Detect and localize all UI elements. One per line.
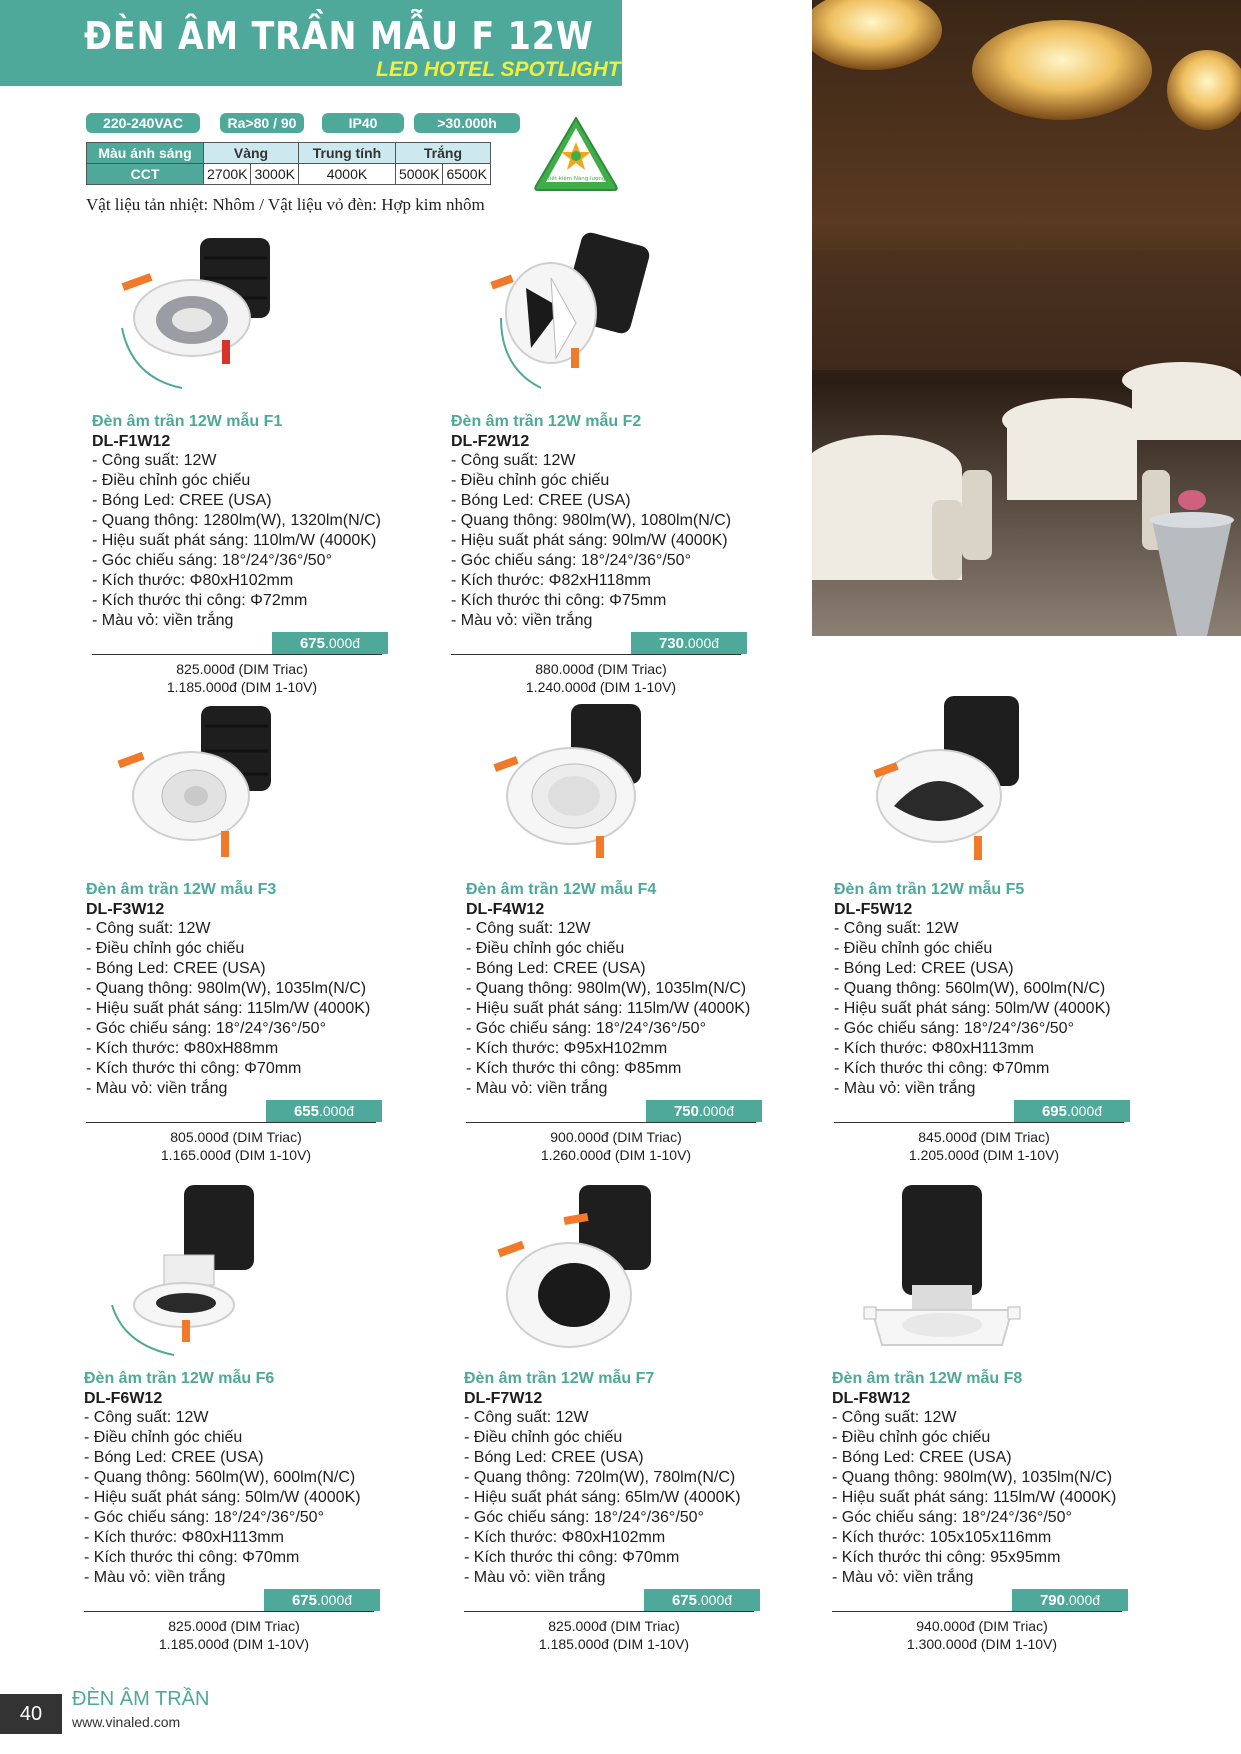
product-code: DL-F8W12: [832, 1390, 911, 1407]
price-row: [832, 1588, 1192, 1614]
spec-item: - Hiệu suất phát sáng: 50lm/W (4000K): [834, 1000, 1111, 1017]
product-card-f7: [464, 1185, 824, 1653]
page-title: ĐÈN ÂM TRẦN MẪU F 12W: [84, 14, 594, 58]
page-number: 40: [0, 1694, 62, 1734]
cct-group-warm: Vàng: [204, 143, 299, 164]
spec-pill-voltage: 220-240VAC: [86, 113, 200, 133]
product-card-f1: [92, 228, 452, 696]
product-card-f8: [832, 1185, 1192, 1653]
cct-value: 2700K: [204, 164, 251, 185]
badge-text: Tiết kiệm Năng lượng: [546, 176, 606, 182]
spec-item: - Kích thước: Φ80xH88mm: [86, 1040, 279, 1057]
product-name: Đèn âm trần 12W mẫu F7: [464, 1370, 655, 1387]
spec-item: - Hiệu suất phát sáng: 115lm/W (4000K): [86, 1000, 371, 1017]
price-divider: [86, 1122, 376, 1123]
spec-item: - Góc chiếu sáng: 18°/24°/36°/50°: [832, 1509, 1072, 1526]
spec-item: - Công suất: 12W: [92, 452, 217, 469]
spec-item: - Quang thông: 720lm(W), 780lm(N/C): [464, 1469, 736, 1486]
product-spec-list: [464, 1408, 824, 1588]
price-divider: [84, 1611, 374, 1612]
product-spec-list: [84, 1408, 444, 1588]
spec-item: - Bóng Led: CREE (USA): [834, 960, 1014, 977]
spec-item: - Kích thước thi công: Φ70mm: [84, 1549, 300, 1566]
alt-price-triac: 825.000đ (DIM Triac): [176, 661, 308, 677]
cct-group-neutral: Trung tính: [298, 143, 395, 164]
cct-value: 6500K: [443, 164, 490, 185]
spec-item: - Màu vỏ: viền trắng: [84, 1569, 226, 1586]
spec-item: - Hiệu suất phát sáng: 115lm/W (4000K): [832, 1489, 1117, 1506]
spec-item: - Màu vỏ: viền trắng: [834, 1080, 976, 1097]
price-tag: 655.000đ: [266, 1100, 382, 1122]
footer-section-title: ĐÈN ÂM TRẦN: [72, 1688, 210, 1710]
spec-item: - Kích thước thi công: Φ72mm: [92, 592, 308, 609]
product-spec-list: [466, 919, 826, 1099]
spec-item: - Công suất: 12W: [466, 920, 591, 937]
page-subtitle: LED HOTEL SPOTLIGHT: [376, 58, 621, 81]
spec-item: - Bóng Led: CREE (USA): [92, 492, 272, 509]
product-image-f1: [112, 228, 312, 408]
spec-item: - Góc chiếu sáng: 18°/24°/36°/50°: [451, 552, 691, 569]
price-divider: [92, 654, 382, 655]
spec-pill-lifetime: >30.000h: [414, 113, 520, 133]
spec-item: - Công suất: 12W: [464, 1409, 589, 1426]
spec-item: - Góc chiếu sáng: 18°/24°/36°/50°: [466, 1020, 706, 1037]
product-code: DL-F4W12: [466, 901, 545, 918]
spec-item: - Kích thước thi công: Φ70mm: [86, 1060, 302, 1077]
spec-item: - Công suất: 12W: [84, 1409, 209, 1426]
alt-price-dim: 1.205.000đ (DIM 1-10V): [908, 1147, 1060, 1163]
product-name: Đèn âm trần 12W mẫu F6: [84, 1370, 275, 1387]
price-tag: 790.000đ: [1012, 1589, 1128, 1611]
spec-item: - Bóng Led: CREE (USA): [464, 1449, 644, 1466]
spec-item: - Hiệu suất phát sáng: 115lm/W (4000K): [466, 1000, 751, 1017]
alt-price-triac: 825.000đ (DIM Triac): [548, 1618, 680, 1634]
product-name: Đèn âm trần 12W mẫu F4: [466, 881, 657, 898]
price-tag: 695.000đ: [1014, 1100, 1130, 1122]
alt-price-triac: 805.000đ (DIM Triac): [170, 1129, 302, 1145]
product-name: Đèn âm trần 12W mẫu F2: [451, 413, 642, 430]
cct-value: 3000K: [251, 164, 298, 185]
spec-item: - Điều chỉnh góc chiếu: [832, 1429, 991, 1446]
product-card-f3: [86, 696, 446, 1164]
spec-item: - Quang thông: 980lm(W), 1035lm(N/C): [86, 980, 367, 997]
spec-item: - Quang thông: 980lm(W), 1080lm(N/C): [451, 512, 732, 529]
price-divider: [464, 1611, 754, 1612]
spec-item: - Công suất: 12W: [451, 452, 576, 469]
spec-item: - Điều chỉnh góc chiếu: [834, 940, 993, 957]
spec-item: - Màu vỏ: viền trắng: [832, 1569, 974, 1586]
product-name: Đèn âm trần 12W mẫu F1: [92, 413, 283, 430]
footer-url[interactable]: www.vinaled.com: [72, 1714, 181, 1730]
spec-item: - Góc chiếu sáng: 18°/24°/36°/50°: [92, 552, 332, 569]
alt-price-dim: 1.165.000đ (DIM 1-10V): [160, 1147, 312, 1163]
spec-item: - Công suất: 12W: [834, 920, 959, 937]
spec-item: - Kích thước: Φ95xH102mm: [466, 1040, 668, 1057]
product-name: Đèn âm trần 12W mẫu F8: [832, 1370, 1023, 1387]
spec-item: - Kích thước: Φ80xH102mm: [92, 572, 294, 589]
product-name: Đèn âm trần 12W mẫu F3: [86, 881, 277, 898]
spec-item: - Màu vỏ: viền trắng: [464, 1569, 606, 1586]
spec-item: - Góc chiếu sáng: 18°/24°/36°/50°: [84, 1509, 324, 1526]
cct-value: 5000K: [395, 164, 442, 185]
spec-item: - Công suất: 12W: [832, 1409, 957, 1426]
spec-item: - Điều chỉnh góc chiếu: [464, 1429, 623, 1446]
product-image-f3: [106, 696, 306, 876]
cct-group-cool: Trắng: [395, 143, 490, 164]
spec-item: - Kích thước thi công: 95x95mm: [832, 1549, 1061, 1566]
spec-item: - Bóng Led: CREE (USA): [86, 960, 266, 977]
cct-row-label-cct: CCT: [87, 164, 204, 185]
spec-item: - Điều chỉnh góc chiếu: [84, 1429, 243, 1446]
price-row: [466, 1099, 826, 1125]
product-code: DL-F5W12: [834, 901, 913, 918]
spec-item: - Góc chiếu sáng: 18°/24°/36°/50°: [834, 1020, 1074, 1037]
spec-item: - Kích thước thi công: Φ70mm: [834, 1060, 1050, 1077]
price-divider: [451, 654, 741, 655]
alt-price-triac: 900.000đ (DIM Triac): [550, 1129, 682, 1145]
spec-item: - Điều chỉnh góc chiếu: [92, 472, 251, 489]
price-divider: [834, 1122, 1124, 1123]
spec-item: - Quang thông: 980lm(W), 1035lm(N/C): [832, 1469, 1113, 1486]
spec-item: - Kích thước thi công: Φ70mm: [464, 1549, 680, 1566]
spec-item: - Màu vỏ: viền trắng: [451, 612, 593, 629]
price-tag: 675.000đ: [272, 632, 388, 654]
product-code: DL-F7W12: [464, 1390, 543, 1407]
alt-price-triac: 940.000đ (DIM Triac): [916, 1618, 1048, 1634]
cct-row-label-color: Màu ánh sáng: [87, 143, 204, 164]
spec-item: - Màu vỏ: viền trắng: [466, 1080, 608, 1097]
spec-item: - Kích thước thi công: Φ75mm: [451, 592, 667, 609]
spec-item: - Màu vỏ: viền trắng: [92, 612, 234, 629]
material-note: Vật liệu tản nhiệt: Nhôm / Vật liệu vỏ đèn: Hợp kim nhôm: [86, 195, 485, 214]
spec-item: - Quang thông: 560lm(W), 600lm(N/C): [84, 1469, 356, 1486]
product-image-f4: [486, 696, 686, 876]
spec-item: - Bóng Led: CREE (USA): [466, 960, 646, 977]
product-spec-list: [832, 1408, 1192, 1588]
price-row: [834, 1099, 1194, 1125]
product-image-f7: [484, 1185, 684, 1365]
product-spec-list: [451, 451, 811, 631]
spec-item: - Quang thông: 980lm(W), 1035lm(N/C): [466, 980, 747, 997]
price-tag: 675.000đ: [644, 1589, 760, 1611]
product-card-f4: [466, 696, 826, 1164]
spec-item: - Kích thước: Φ80xH113mm: [834, 1040, 1034, 1057]
price-row: [451, 631, 811, 657]
alt-price-dim: 1.185.000đ (DIM 1-10V): [538, 1636, 690, 1652]
spec-item: - Điều chỉnh góc chiếu: [451, 472, 610, 489]
alt-price-dim: 1.185.000đ (DIM 1-10V): [166, 679, 318, 695]
spec-item: - Bóng Led: CREE (USA): [84, 1449, 264, 1466]
product-image-f2: [471, 228, 671, 408]
alt-price-triac: 825.000đ (DIM Triac): [168, 1618, 300, 1634]
spec-item: - Góc chiếu sáng: 18°/24°/36°/50°: [86, 1020, 326, 1037]
spec-item: - Kích thước: Φ80xH113mm: [84, 1529, 284, 1546]
product-card-f6: [84, 1185, 444, 1653]
alt-price-triac: 845.000đ (DIM Triac): [918, 1129, 1050, 1145]
spec-item: - Hiệu suất phát sáng: 110lm/W (4000K): [92, 532, 377, 549]
spec-item: - Bóng Led: CREE (USA): [451, 492, 631, 509]
product-spec-list: [834, 919, 1194, 1099]
price-tag: 750.000đ: [646, 1100, 762, 1122]
spec-item: - Công suất: 12W: [86, 920, 211, 937]
price-tag: 730.000đ: [631, 632, 747, 654]
cct-table: [86, 142, 491, 185]
spec-item: - Điều chỉnh góc chiếu: [86, 940, 245, 957]
product-spec-list: [92, 451, 452, 631]
product-name: Đèn âm trần 12W mẫu F5: [834, 881, 1025, 898]
alt-price-dim: 1.260.000đ (DIM 1-10V): [540, 1147, 692, 1163]
product-card-f5: [834, 696, 1194, 1164]
price-tag: 675.000đ: [264, 1589, 380, 1611]
price-row: [84, 1588, 444, 1614]
spec-item: - Màu vỏ: viền trắng: [86, 1080, 228, 1097]
price-row: [86, 1099, 446, 1125]
alt-price-dim: 1.185.000đ (DIM 1-10V): [158, 1636, 310, 1652]
spec-item: - Hiệu suất phát sáng: 90lm/W (4000K): [451, 532, 728, 549]
spec-pill-cri: Ra>80 / 90: [220, 113, 304, 133]
spec-item: - Quang thông: 1280lm(W), 1320lm(N/C): [92, 512, 381, 529]
spec-item: - Kích thước: Φ80xH102mm: [464, 1529, 666, 1546]
product-code: DL-F2W12: [451, 433, 530, 450]
ballroom-photo: [812, 0, 1241, 636]
product-image-f5: [854, 696, 1054, 876]
product-code: DL-F6W12: [84, 1390, 163, 1407]
product-image-f6: [104, 1185, 304, 1365]
spec-pill-ip: IP40: [322, 113, 404, 133]
spec-item: - Kích thước: Φ82xH118mm: [451, 572, 651, 589]
spec-item: - Góc chiếu sáng: 18°/24°/36°/50°: [464, 1509, 704, 1526]
alt-price-dim: 1.300.000đ (DIM 1-10V): [906, 1636, 1058, 1652]
price-row: [464, 1588, 824, 1614]
price-divider: [466, 1122, 756, 1123]
price-divider: [832, 1611, 1122, 1612]
spec-item: - Quang thông: 560lm(W), 600lm(N/C): [834, 980, 1106, 997]
spec-item: - Kích thước: 105x105x116mm: [832, 1529, 1052, 1546]
cct-value: 4000K: [298, 164, 395, 185]
energy-saving-badge-icon: [530, 114, 622, 194]
product-image-f8: [852, 1185, 1052, 1365]
spec-item: - Bóng Led: CREE (USA): [832, 1449, 1012, 1466]
alt-price-dim: 1.240.000đ (DIM 1-10V): [525, 679, 677, 695]
product-card-f2: [451, 228, 811, 696]
price-row: [92, 631, 452, 657]
spec-item: - Điều chỉnh góc chiếu: [466, 940, 625, 957]
spec-item: - Hiệu suất phát sáng: 65lm/W (4000K): [464, 1489, 741, 1506]
product-code: DL-F3W12: [86, 901, 165, 918]
spec-item: - Hiệu suất phát sáng: 50lm/W (4000K): [84, 1489, 361, 1506]
product-code: DL-F1W12: [92, 433, 171, 450]
alt-price-triac: 880.000đ (DIM Triac): [535, 661, 667, 677]
spec-item: - Kích thước thi công: Φ85mm: [466, 1060, 682, 1077]
product-spec-list: [86, 919, 446, 1099]
